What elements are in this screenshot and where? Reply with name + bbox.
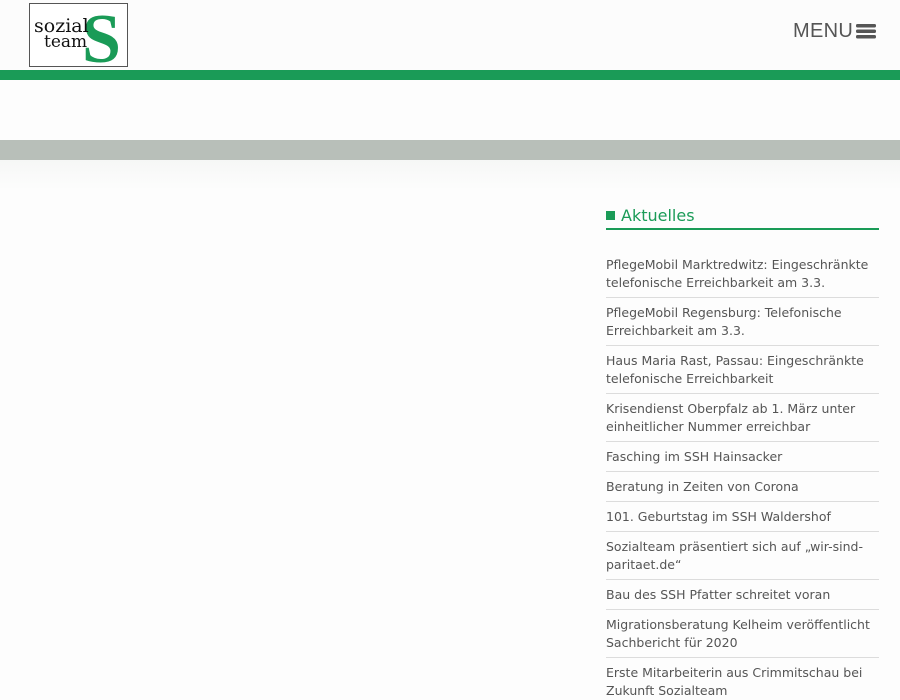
divider-bar bbox=[0, 140, 900, 160]
news-sidebar bbox=[606, 203, 879, 700]
news-item[interactable]: Bau des SSH Pfatter schreitet voran bbox=[606, 586, 879, 610]
menu-button[interactable] bbox=[793, 19, 876, 43]
logo-letter: S bbox=[82, 4, 121, 66]
hamburger-icon bbox=[856, 23, 876, 39]
logo-text-top: sozial bbox=[34, 15, 89, 37]
news-item[interactable]: Fasching im SSH Hainsacker bbox=[606, 448, 879, 472]
news-item[interactable]: Krisendienst Oberpfalz ab 1. März unter einheitlicher Nummer erreichbar bbox=[606, 400, 879, 442]
section-heading bbox=[606, 203, 879, 230]
news-item[interactable]: PflegeMobil Marktredwitz: Eingeschränkte telefonische Erreichbarkeit am 3.3. bbox=[606, 256, 879, 298]
news-list bbox=[606, 256, 879, 700]
logo-text-bottom: team bbox=[44, 32, 88, 52]
news-item[interactable]: Haus Maria Rast, Passau: Eingeschränkte telefonische Erreichbarkeit bbox=[606, 352, 879, 394]
banner-area bbox=[0, 80, 900, 140]
news-item[interactable]: 101. Geburtstag im SSH Waldershof bbox=[606, 508, 879, 532]
menu-label: MENU bbox=[793, 19, 854, 42]
news-item[interactable]: PflegeMobil Regensburg: Telefonische Erreichbarkeit am 3.3. bbox=[606, 304, 879, 346]
section-title: Aktuelles bbox=[621, 206, 695, 225]
news-item[interactable]: Sozialteam präsentiert sich auf „wir-sind-paritaet.de“ bbox=[606, 538, 879, 580]
content-shadow bbox=[0, 160, 900, 190]
header-accent-bar bbox=[0, 70, 900, 80]
news-item[interactable]: Erste Mitarbeiterin aus Crimmitschau bei Zukunft Sozialteam bbox=[606, 664, 879, 700]
site-header bbox=[0, 0, 900, 70]
news-item[interactable]: Migrationsberatung Kelheim veröffentlicht Sachbericht für 2020 bbox=[606, 616, 879, 658]
sozialteam-logo[interactable] bbox=[29, 3, 128, 67]
square-bullet-icon bbox=[606, 211, 615, 220]
news-item[interactable]: Beratung in Zeiten von Corona bbox=[606, 478, 879, 502]
